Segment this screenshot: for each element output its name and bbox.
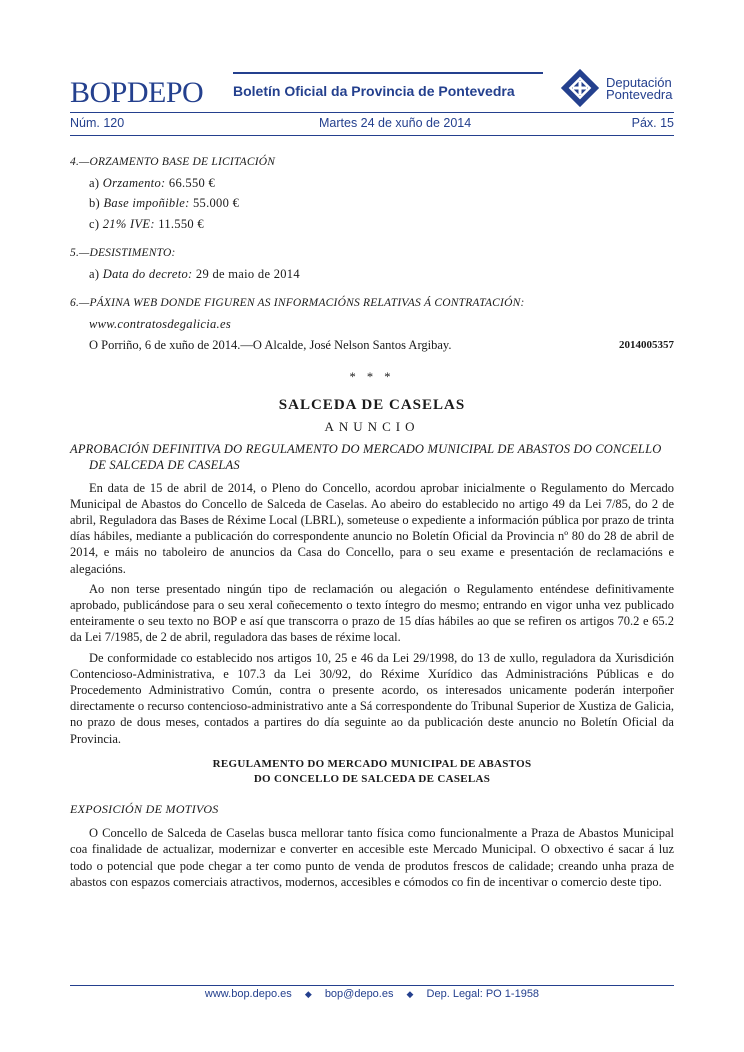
section-4-item-a: a) Orzamento: 66.550 €: [89, 176, 216, 191]
contract-url[interactable]: www.contratosdegalicia.es: [89, 317, 231, 332]
exposicion-heading: EXPOSICIÓN DE MOTIVOS: [70, 801, 219, 816]
page-number: Páx. 15: [631, 116, 674, 130]
bopdepo-logo-text: BOPDEPO: [70, 76, 204, 109]
regulation-title: [70, 757, 674, 787]
signature-row: [89, 337, 674, 355]
footer-email-link[interactable]: bop@depo.es: [324, 988, 394, 1000]
footer-web-link[interactable]: www.bop.depo.es: [204, 988, 292, 1000]
exposicion-paragraph: O Concello de Salceda de Caselas busca mellorar tanto física como funcionalmente a Praza de Abastos Municipal coa finalidade de actualizar, modernizar e converter en accesible este Mercado Municipal. O obxectivo é sacar á luz todo o potencial que pode chegar a ter como punto de venda de produtos frescos de calidade; creando unha praza de abastos con espazos comerciais atractivos, modernos, accesibles e cómodos co fin de incentivar o comercio deste tipo.: [70, 826, 674, 889]
footer-divider: [70, 985, 674, 986]
approval-title: APROBACIÓN DEFINITIVA DO REGULAMENTO DO MERCADO MUNICIPAL DE ABASTOS DO CONCELLO DE SALCEDA DE CASELAS: [70, 442, 662, 473]
issue-meta: [70, 116, 674, 132]
logo-line1: Deputación: [606, 75, 672, 90]
separator-stars: * * *: [349, 369, 395, 384]
regulation-title-line2: DO CONCELLO DE SALCEDA DE CASELAS: [253, 772, 491, 785]
deputacion-shield-icon: [561, 69, 599, 107]
bulletin-title: Boletín Oficial da Provincia de Pontevedra: [233, 83, 515, 99]
meta-divider: [70, 135, 674, 136]
section-5-item-a: a) Data do decreto: 29 de maio de 2014: [89, 267, 300, 282]
page-footer: [70, 988, 674, 1000]
section-5-heading: 5.—DESISTIMENTO:: [70, 246, 176, 259]
page-header: [70, 72, 674, 112]
signature-text: O Porriño, 6 de xuño de 2014.—O Alcalde, José Nelson Santos Argibay.: [89, 337, 452, 352]
section-6-heading: 6.—PÁXINA WEB DONDE FIGUREN AS INFORMACIÓNS RELATIVAS Á CONTRATACIÓN:: [70, 297, 525, 310]
regulation-title-line1: REGULAMENTO DO MERCADO MUNICIPAL DE ABASTOS: [212, 757, 532, 770]
section-4-heading: 4.—ORZAMENTO BASE DE LICITACIÓN: [70, 156, 276, 168]
document-body: [70, 154, 674, 894]
section-4-item-b: b) Base impoñible: 55.000 €: [89, 196, 240, 211]
header-divider: [70, 112, 674, 113]
announcement-code: 2014005357: [619, 338, 674, 351]
issue-date: Martes 24 de xuño de 2014: [319, 116, 472, 130]
footer-legal: Dep. Legal: PO 1-1958: [426, 988, 540, 1000]
section-4-item-c: c) 21% IVE: 11.550 €: [89, 216, 204, 231]
paragraph-3: De conformidade co establecido nos artigos 10, 25 e 46 da Lei 29/1998, do 13 de xullo, reguladora da Xurisdición Contencioso-Administrativa, e 107.3 da Lei 30/92, do Réxime Xurídico das Administracións Públicas e do Procedemento Administrativo Común, contra o presente acordo, os interesados unicamente poderán interpoñer directamente o recurso contencioso-administrativo ante a Sá correspondente do Tribunal Superior de Xustiza de Galicia, no prazo de dous meses, contados a partires do día seguinte ao da publicación deste anuncio no Boletín Oficial da Provincia.: [70, 650, 674, 746]
diamond-separator-icon: ◆: [304, 989, 312, 999]
issue-number: Núm. 120: [70, 116, 125, 130]
paragraph-1: En data de 15 de abril de 2014, o Pleno do Concello, acordou aprobar inicialmente o Regulamento do Mercado Municipal de Abastos do Concello de Salceda de Caselas. Ao abeiro do establecido no artigo 49 da Lei 7/85, do 2 de abril, Reguladora das Bases de Réxime Local (LBRL), someteuse o expediente a información pública por prazo de trinta días hábiles, mediante a publicación do correspondente anuncio no Boletín Oficial da Provincia nº 80 do 28 de abril de 2014, e máis no taboleiro de anuncios da Casa do Concello, para o seu exame e presentación de reclamacións e alegacións.: [70, 480, 674, 576]
diamond-separator-icon: ◆: [406, 989, 414, 999]
header-rule: [233, 72, 543, 74]
anuncio-label: ANUNCIO: [324, 419, 420, 435]
paragraph-2: Ao non terse presentado ningún tipo de reclamación ou alegación o Regulamento enténdese definitivamente aprobado, publicándose para o seu xeral coñecemento o texto íntegro do mesmo; entrando en vigor unha vez publicado enteiramente o seu texto no BOP e así que transcorra o prazo de 15 días hábiles ao que se refiren os artigos 70.2 e 65.2 da Lei 7/1985, de 2 de abril, reguladora das bases de réxime local.: [70, 581, 674, 645]
logo-line2: Pontevedra: [606, 87, 673, 102]
entity-title: SALCEDA DE CASELAS: [278, 396, 466, 413]
deputacion-logo-text: [606, 77, 673, 101]
